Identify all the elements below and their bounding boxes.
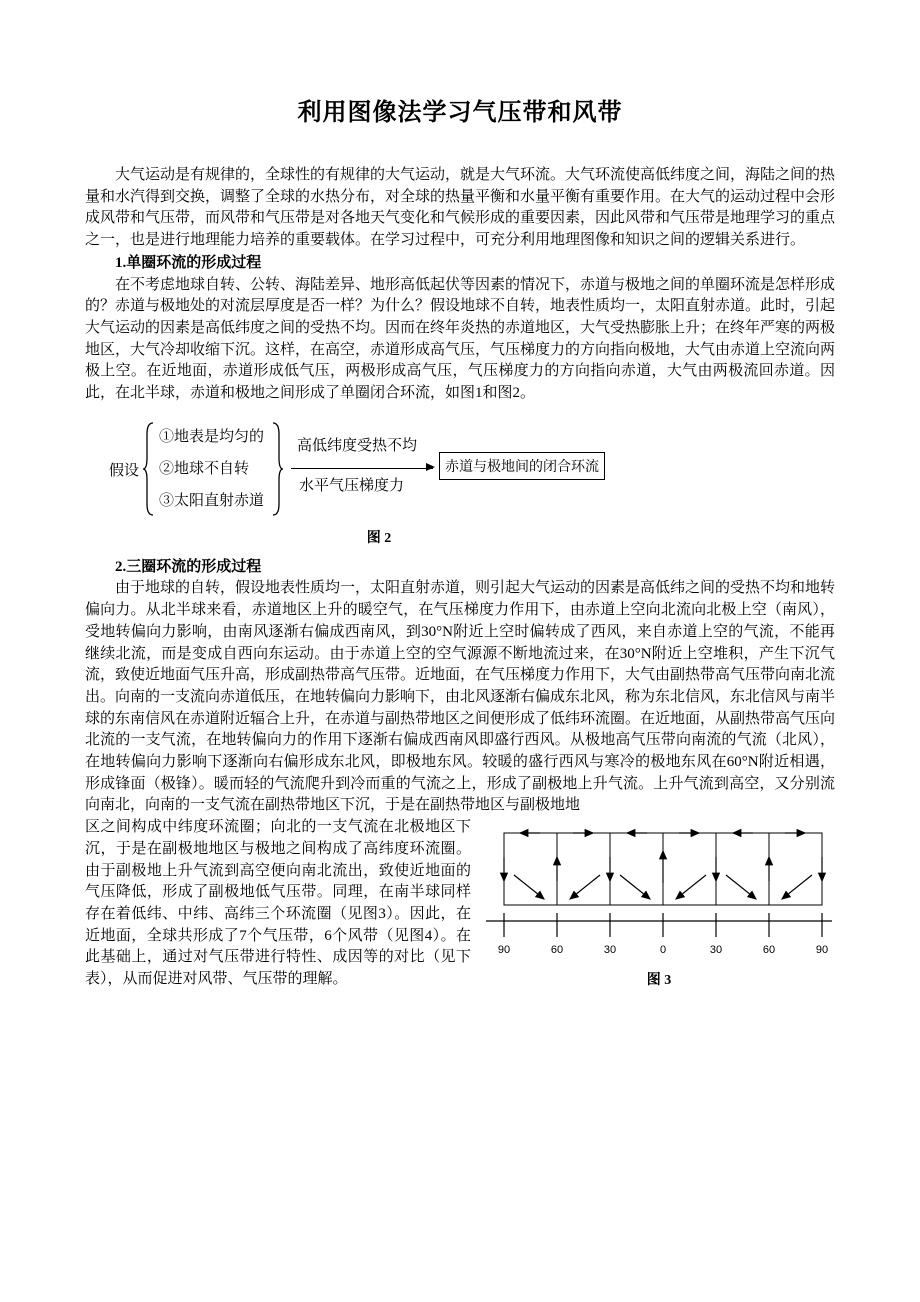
figure2-item-2: ②地球不自转 [159,460,250,477]
figure2-result-box: 赤道与极地间的闭合环流 [439,452,605,480]
right-arrow-icon [291,468,433,469]
arrowhead-icon [426,463,435,471]
figure-2 [99,419,835,547]
figure3-circulation-diagram [483,823,835,965]
section-2-paragraph-part2: 区之间构成中纬度环流圈；向北的一支气流在北极地区下沉，于是在副极地地区与极地之间构成了高纬度环流圈。由于副极地上升气流到高空便向南北流出，致使近地面的气压降低，形成了副极地低气压带。同理，在南半球同样存在着低纬、中纬、高纬三个环流圈（见图3）。因此，在近地面，全球共形成了7个气压带，6个风带（见图4）。在此基础上，通过对气压带进行特性、成因等的对比（见下表），从而促进对风带、气压带的理解。 [85,819,471,988]
figure2-item-list [159,421,264,517]
section-2-paragraph-part1: 由于地球的自转，假设地表性质均一，太阳直射赤道，则引起大气运动的因素是高低纬之间的受热不均和地转偏向力。从北半球来看，赤道地区上升的暖空气，在气压梯度力作用下，由赤道上空向北流向北极上空（南风），受地转偏向力影响，由南风逐渐右偏成西南风，到30°N附近上空时偏转成了西风，来自赤道上空的气流，不能再继续北流，而是变成自西向东运动。由于赤道上空的空气源源不断地流过来，在30°N附近上空堆积，产生下沉气流，致使近地面气压升高，形成副热带高气压带。近地面，在气压梯度力作用下，大气由副热带高气压带向南北流出。向南的一支流向赤道低压，在地转偏向力影响下，由北风逐渐右偏成东北风，称为东北信风，东北信风与南半球的东南信风在赤道附近辐合上升，在赤道与副热带地区之间便形成了低纬环流圈。在近地面，从副热带高气压向北流的一支气流，在地转偏向力的作用下逐渐右偏成西南风即盛行西风。从极地高气压带向南流的气流（北风），在地转偏向力影响下逐渐向右偏形成东北风，即极地东风。较暖的盛行西风与寒冷的极地东风在60°N附近相遇，形成锋面（极锋）。暖而轻的气流爬升到冷而重的气流之上，形成了副极地上升气流。上升气流到高空，又分别流向南北，向南的一支气流在副热带地区下沉，于是在副热带地区与副极地地 [85,580,836,814]
figure2-hypothesis-label: 假设 [109,462,140,479]
figure2-item-1: ①地表是均匀的 [159,428,265,445]
section-1-paragraph: 在不考虑地球自转、公转、海陆差异、地形高低起伏等因素的情况下，赤道与极地之间的单圈环流是怎样形成的？赤道与极地处的对流层厚度是否一样？为什么？假设地球不自转，地表性质均一，太阳直射赤道。此时，引起大气运动的因素是高低纬度之间的受热不均。因而在终年炎热的赤道地区，大气受热膨胀上升；在终年严寒的两极地区，大气冷却收缩下沉。这样，在高空，赤道形成高气压，气压梯度力的方向指向极地，大气由赤道上空流向两极上空。在近地面，赤道形成低气压，两极形成高气压，气压梯度力的方向指向赤道，大气由两极流回赤道。因此，在北半球，赤道和极地之间形成了单圈闭合环流，如图1和图2。 [85,276,836,402]
close-brace-icon [271,421,283,517]
intro-paragraph: 大气运动是有规律的，全球性的有规律的大气运动，就是大气环流。大气环流使高低纬度之间，海陆之间的热量和水汽得到交换，调整了全球的水热分布，对全球的热量平衡和水量平衡有重要作用。在大气的运动过程中会形成风带和气压带，而风带和气压带是对各地天气变化和气候形成的重要因素，因此风带和气压带是地理学习的重点之一，也是进行地理能力培养的重要载体。在学习过程中，可充分利用地理图像和知识之间的逻辑关系进行。 [85,167,836,249]
figure2-arrow-label-top: 高低纬度受热不均 [297,437,418,454]
figure2-canvas [99,419,659,519]
section-2-wrap-block [85,817,835,993]
figure2-item-3: ③太阳直射赤道 [159,492,265,509]
section-1-heading: 1.单圈环流的形成过程 [115,254,262,271]
figure2-caption: 图 2 [366,530,392,546]
figure3-axis-label-60s: 60 [550,944,564,957]
open-brace-icon [143,421,155,517]
document-title: 利用图像法学习气压带和风带 [297,100,623,126]
section-2-heading: 2.三圈环流的形成过程 [115,558,262,575]
figure3-axis-label-90n: 90 [815,944,829,957]
figure3-axis-label-60n: 60 [762,944,776,957]
figure3-axis-label-90s: 90 [497,944,511,957]
figure3-axis-label-0: 0 [659,944,667,957]
figure3-caption: 图 3 [646,973,672,989]
figure2-arrow-label-bottom: 水平气压梯度力 [299,477,405,494]
figure-3 [483,823,835,989]
figure3-axis-label-30n: 30 [709,944,723,957]
figure3-axis-label-30s: 30 [603,944,617,957]
